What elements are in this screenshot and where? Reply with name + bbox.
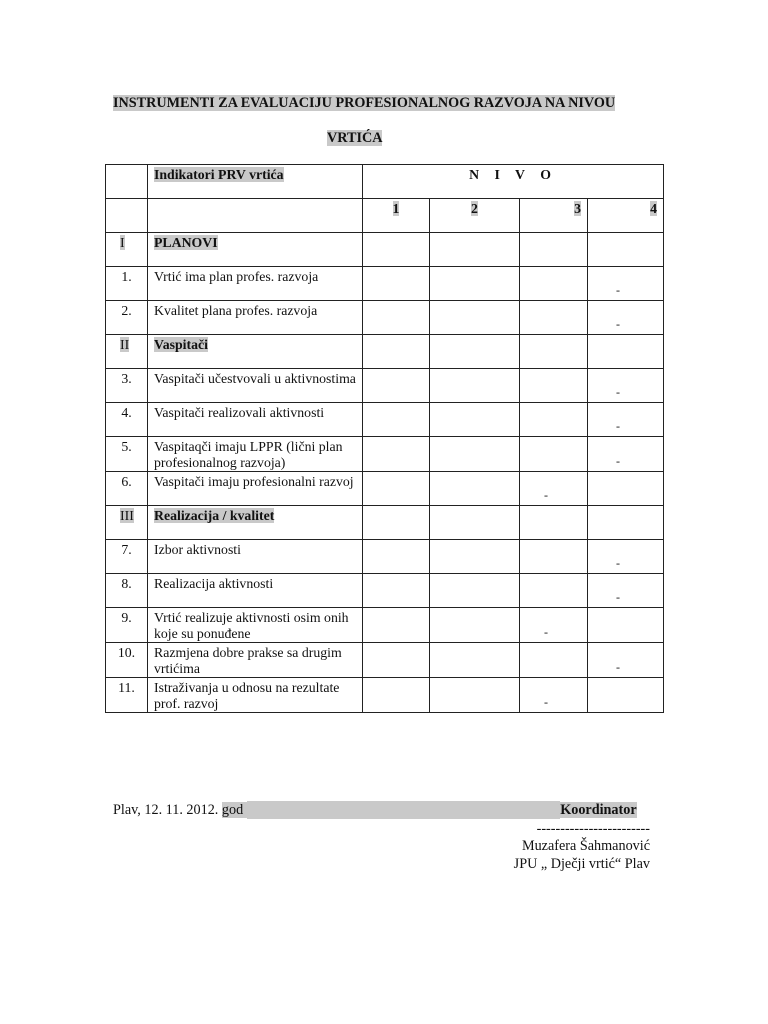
footer-date-line (113, 801, 637, 819)
place-date: Plav, 12. 11. 2012. (113, 802, 219, 818)
coordinator-name: Muzafera Šahmanović (521, 838, 650, 854)
indicator-label: Razmjena dobre prakse sa drugim vrtićima (148, 643, 363, 678)
level-mark: - (616, 419, 620, 433)
row-number: 8. (106, 574, 148, 608)
section-title-text: Vaspitači (154, 337, 208, 352)
level-mark: - (544, 625, 548, 639)
row-number: 1. (106, 267, 148, 301)
level-1-cell (363, 437, 430, 472)
level-2-cell (430, 369, 520, 403)
section-title (148, 233, 363, 267)
level-3-cell (520, 335, 588, 369)
row-number: 11. (106, 678, 148, 713)
table-row (106, 472, 664, 506)
level-3-cell (520, 403, 588, 437)
row-number: 4. (106, 403, 148, 437)
levels-blank-cell (106, 199, 148, 233)
level-4-cell (588, 540, 664, 574)
level-2-cell (430, 437, 520, 472)
level-mark: - (616, 556, 620, 570)
god-label: god (222, 802, 247, 818)
indicator-label: Realizacija aktivnosti (148, 574, 363, 608)
level-4-cell (588, 233, 664, 267)
indicator-label: Vrtić ima plan profes. razvoja (148, 267, 363, 301)
row-number: 7. (106, 540, 148, 574)
section-title (148, 335, 363, 369)
level-mark: - (616, 317, 620, 331)
table-row (106, 643, 664, 678)
table-row (106, 678, 664, 713)
level-4-label: 4 (650, 201, 658, 216)
level-mark: - (616, 454, 620, 468)
level-1-cell (363, 369, 430, 403)
level-2-cell (430, 506, 520, 540)
table-row (106, 608, 664, 643)
indicator-label: Izbor aktivnosti (148, 540, 363, 574)
level-4-cell (588, 678, 664, 713)
indicator-label: Vaspitaqči imaju LPPR (lični plan profesionalnog razvoja) (148, 437, 363, 472)
level-3-cell (520, 233, 588, 267)
level-2 (430, 199, 520, 233)
section-title-text: Realizacija / kvalitet (154, 508, 275, 523)
table-row (106, 301, 664, 335)
title-line-1: INSTRUMENTI ZA EVALUACIJU PROFESIONALNOG RAZVOJA NA NIVOU (113, 95, 616, 111)
coordinator-label: Koordinator (560, 802, 637, 818)
level-4-cell (588, 301, 664, 335)
level-3-cell (520, 301, 588, 335)
level-mark: - (544, 695, 548, 709)
document-title-2 (327, 129, 382, 147)
indicator-label: Istraživanja u odnosu na rezultate prof. razvoj (148, 678, 363, 713)
level-3-cell (520, 608, 588, 643)
level-1-cell (363, 472, 430, 506)
row-number: 2. (106, 301, 148, 335)
row-number (106, 506, 148, 540)
title-line-2: VRTIĆA (327, 130, 383, 146)
level-4-cell (588, 472, 664, 506)
level-4-cell (588, 506, 664, 540)
level-4 (588, 199, 664, 233)
level-4-cell (588, 267, 664, 301)
level-2-cell (430, 608, 520, 643)
table-row (106, 540, 664, 574)
level-2-cell (430, 403, 520, 437)
indicator-label: Vaspitači realizovali aktivnosti (148, 403, 363, 437)
row-number: 3. (106, 369, 148, 403)
table-row (106, 574, 664, 608)
level-4-cell (588, 335, 664, 369)
indicator-label: Vaspitači učestvovali u aktivnostima (148, 369, 363, 403)
row-number: 10. (106, 643, 148, 678)
table-row (106, 267, 664, 301)
level-1 (363, 199, 430, 233)
levels-row (106, 199, 664, 233)
table-row (106, 403, 664, 437)
level-1-cell (363, 301, 430, 335)
level-mark: - (616, 660, 620, 674)
document-title (113, 94, 653, 112)
level-2-cell (430, 643, 520, 678)
level-4-cell (588, 574, 664, 608)
level-3-cell (520, 574, 588, 608)
level-1-label: 1 (392, 201, 400, 216)
level-2-cell (430, 233, 520, 267)
section-title-text: PLANOVI (154, 235, 218, 250)
indicator-label: Vrtić realizuje aktivnosti osim onih koje su ponuđene (148, 608, 363, 643)
level-1-cell (363, 233, 430, 267)
level-2-cell (430, 540, 520, 574)
level-mark: - (616, 385, 620, 399)
section-row (106, 233, 664, 267)
level-1-cell (363, 506, 430, 540)
level-mark: - (544, 488, 548, 502)
indicator-label: Vaspitači imaju profesionalni razvoj (148, 472, 363, 506)
level-3 (520, 199, 588, 233)
level-1-cell (363, 335, 430, 369)
institution-name: JPU „ Dječji vrtić“ Plav (513, 856, 650, 872)
level-mark: - (616, 283, 620, 297)
level-1-cell (363, 267, 430, 301)
table-row (106, 437, 664, 472)
level-2-cell (430, 267, 520, 301)
level-4-cell (588, 608, 664, 643)
section-number: II (120, 337, 130, 352)
level-3-cell (520, 369, 588, 403)
table-header-row (106, 165, 664, 199)
level-2-cell (430, 335, 520, 369)
level-3-cell (520, 678, 588, 713)
section-row (106, 335, 664, 369)
level-3-cell (520, 540, 588, 574)
level-4-cell (588, 369, 664, 403)
row-number: 6. (106, 472, 148, 506)
section-number: III (120, 508, 134, 523)
indicator-label: Kvalitet plana profes. razvoja (148, 301, 363, 335)
section-row (106, 506, 664, 540)
level-2-label: 2 (471, 201, 478, 216)
header-indicators-label: Indikatori PRV vrtića (154, 167, 284, 182)
level-1-cell (363, 643, 430, 678)
header-blank-cell (106, 165, 148, 199)
level-3-cell (520, 437, 588, 472)
level-4-cell (588, 403, 664, 437)
header-level: N I V O (363, 165, 664, 199)
level-2-cell (430, 574, 520, 608)
level-1-cell (363, 678, 430, 713)
level-mark: - (616, 590, 620, 604)
footer-highlight (247, 801, 560, 819)
level-3-cell (520, 506, 588, 540)
row-number (106, 335, 148, 369)
row-number: 5. (106, 437, 148, 472)
level-3-cell (520, 472, 588, 506)
level-4-cell (588, 437, 664, 472)
level-4-cell (588, 643, 664, 678)
row-number: 9. (106, 608, 148, 643)
header-indicators (148, 165, 363, 199)
level-2-cell (430, 301, 520, 335)
level-2-cell (430, 678, 520, 713)
signature-line: ------------------------ (536, 821, 650, 837)
table-row (106, 369, 664, 403)
level-1-cell (363, 540, 430, 574)
level-3-cell (520, 643, 588, 678)
section-number: I (120, 235, 125, 250)
level-3-label: 3 (574, 201, 581, 216)
level-1-cell (363, 608, 430, 643)
level-1-cell (363, 403, 430, 437)
level-1-cell (363, 574, 430, 608)
evaluation-table (105, 164, 664, 713)
row-number (106, 233, 148, 267)
section-title (148, 506, 363, 540)
level-2-cell (430, 472, 520, 506)
level-3-cell (520, 267, 588, 301)
levels-blank-cell (148, 199, 363, 233)
